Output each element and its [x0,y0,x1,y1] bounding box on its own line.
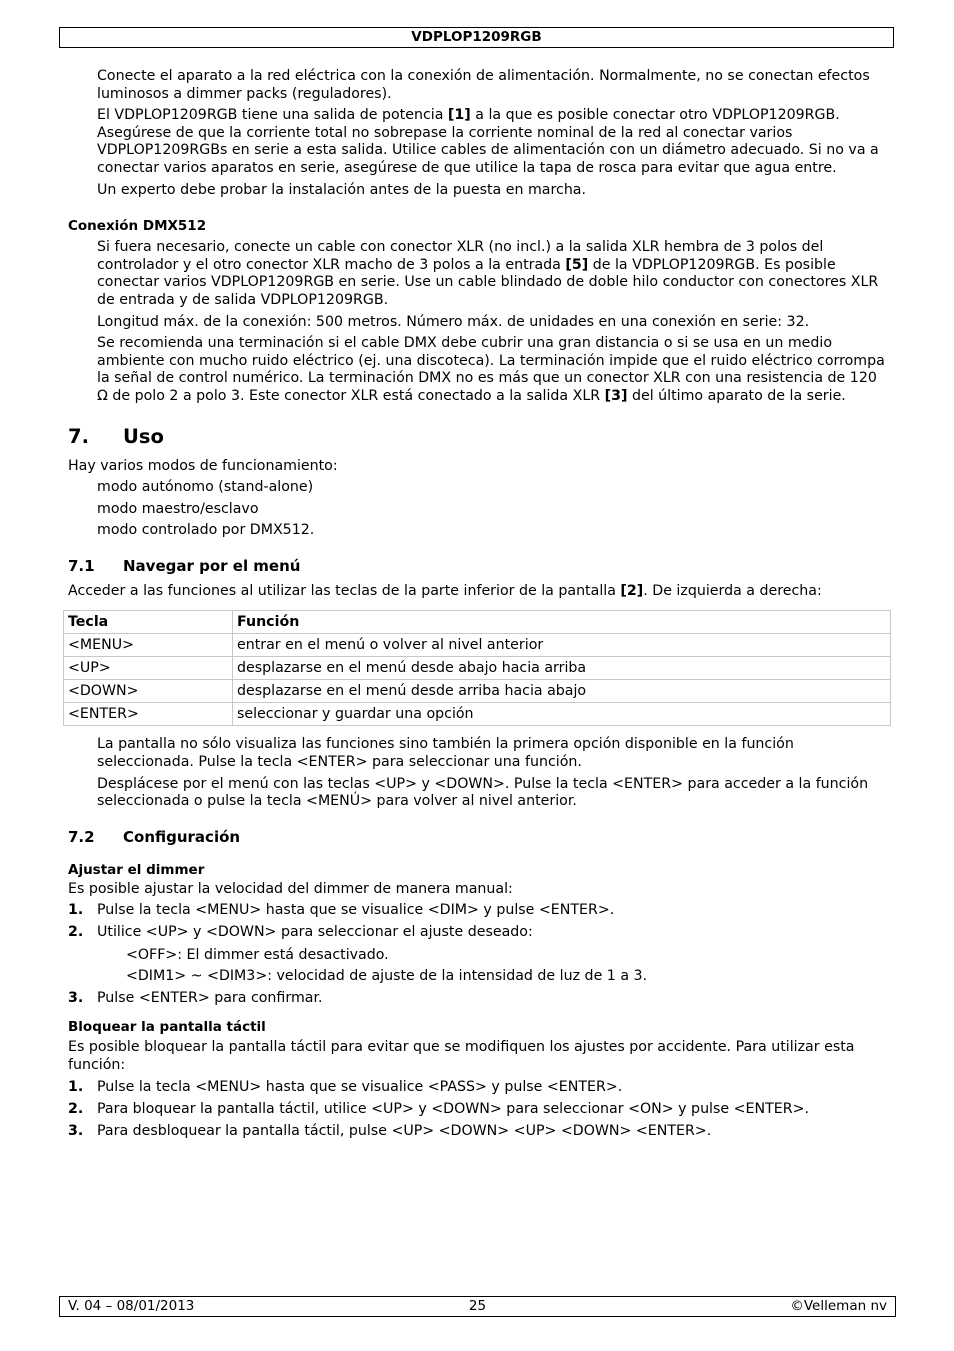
dmx-paragraph: Se recomienda una terminación si el cable DMX debe cubrir una gran distancia o si se usa en un medio ambiente con mucho ruido eléctrico (ej. una discoteca). La terminación impide que el ruido eléctrico corrompa la señal de control numérico. La terminación DMX no es más que un conector XLR con una resistencia de 120 Ω de polo 2 a polo 3. Este conector XLR está conectado a la salida XLR [3] del último aparato de la serie. [97,335,885,404]
key-cell: <DOWN> [64,680,233,703]
table-header-row [64,611,891,634]
mode-item: modo maestro/esclavo [97,500,259,517]
function-cell: desplazarse en el menú desde abajo hacia arriba [233,657,891,680]
menu-intro: Acceder a las funciones al utilizar las teclas de la parte inferior de la pantalla [2]. De izquierda a derecha: [68,582,822,599]
menu-paragraph: Desplácese por el menú con las teclas <UP> y <DOWN>. Pulse la tecla <ENTER> para acceder a la función seleccionada o pulse la tecla <MENÚ> para volver al nivel anterior. [97,775,869,810]
intro-paragraph: Un experto debe probar la instalación antes de la puesta en marcha. [97,181,587,198]
footer-page-number: 25 [468,1298,487,1314]
list-item: 3. Pulse <ENTER> para confirmar. [68,989,323,1006]
mode-item: modo autónomo (stand-alone) [97,479,314,496]
list-item: 1. Pulse la tecla <MENU> hasta que se visualice <DIM> y pulse <ENTER>. [68,902,615,919]
section-heading-config: 7.2 Configuración [68,827,241,846]
intro-paragraph: Conecte el aparato a la red eléctrica con la conexión de alimentación. Normalmente, no se conectan efectos luminosos a dimmer packs (reguladores). [97,68,870,102]
key-cell: <MENU> [64,634,233,657]
intro-paragraph: El VDPLOP1209RGB tiene una salida de potencia [1] a la que es posible conectar otro VDPLOP1209RGB. Asegúrese de que la corriente total no sobrepase la corriente nominal de la red al conectar varios VDPLOP1209RGBs en serie a esta salida. Utilice cables de alimentación con un diámetro adecuado. Si no va a conectar varios aparatos en serie, asegúrese de que utilice la tapa de rosca para evitar que agua entre. [97,107,879,176]
menu-paragraph: La pantalla no sólo visualiza las funciones sino también la primera opción disponible en la función seleccionada. Pulse la tecla <ENTER> para seleccionar una función. [97,736,794,771]
footer-brand: ©Velleman nv [790,1298,887,1314]
page-header [59,27,894,48]
function-cell: desplazarse en el menú desde arriba hacia abajo [233,680,891,703]
function-cell: entrar en el menú o volver al nivel anterior [233,634,891,657]
function-cell: seleccionar y guardar una opción [233,703,891,726]
list-item: 3. Para desbloquear la pantalla táctil, pulse <UP> <DOWN> <UP> <DOWN> <ENTER>. [68,1122,712,1139]
table-row [64,680,891,703]
table-row [64,703,891,726]
table-row [64,634,891,657]
section-heading-menu: 7.1 Navegar por el menú [68,556,301,575]
page-footer [59,1296,896,1317]
dimmer-option: <OFF>: El dimmer está desactivado. [126,946,389,963]
uso-intro: Hay varios modos de funcionamiento: [68,457,338,474]
list-item: 1. Pulse la tecla <MENU> hasta que se visualice <PASS> y pulse <ENTER>. [68,1078,623,1095]
header-title: VDPLOP1209RGB [411,29,542,45]
key-cell: <ENTER> [64,703,233,726]
list-item: 2. Para bloquear la pantalla táctil, utilice <UP> y <DOWN> para seleccionar <ON> y pulse <ENTER>. [68,1101,809,1118]
page-content [68,68,888,1140]
dimmer-intro: Es posible ajustar la velocidad del dimmer de manera manual: [68,880,513,897]
footer-version: V. 04 – 08/01/2013 [68,1298,195,1314]
dmx-paragraph: Longitud máx. de la conexión: 500 metros. Número máx. de unidades en una conexión en serie: 32. [97,313,810,330]
dimmer-option: <DIM1> ~ <DIM3>: velocidad de ajuste de la intensidad de luz de 1 a 3. [126,968,648,985]
mode-item: modo controlado por DMX512. [97,522,315,539]
dimmer-heading: Ajustar el dimmer [68,861,205,878]
dmx-paragraph: Si fuera necesario, conecte un cable con conector XLR (no incl.) a la salida XLR hembra de 3 polos del controlador y el otro conector XLR macho de 3 polos a la entrada [5] de la VDPLOP1209RGB. Es posible conectar varios VDPLOP1209RGB en serie. Use un cable blindado de doble hilo conductor con conectores XLR de entrada y de salida VDPLOP1209RGB. [97,239,879,308]
key-cell: <UP> [64,657,233,680]
dmx-heading: Conexión DMX512 [68,218,207,235]
column-header: Función [233,611,891,634]
list-item: 2. Utilice <UP> y <DOWN> para seleccionar el ajuste deseado: [68,924,533,941]
section-heading-uso: 7. Uso [68,424,164,448]
key-function-table [63,610,891,726]
lock-intro: Es posible bloquear la pantalla táctil para evitar que se modifiquen los ajustes por accidente. Para utilizar esta función: [68,1039,855,1073]
table-row [64,657,891,680]
lock-heading: Bloquear la pantalla táctil [68,1019,266,1036]
column-header: Tecla [64,611,233,634]
